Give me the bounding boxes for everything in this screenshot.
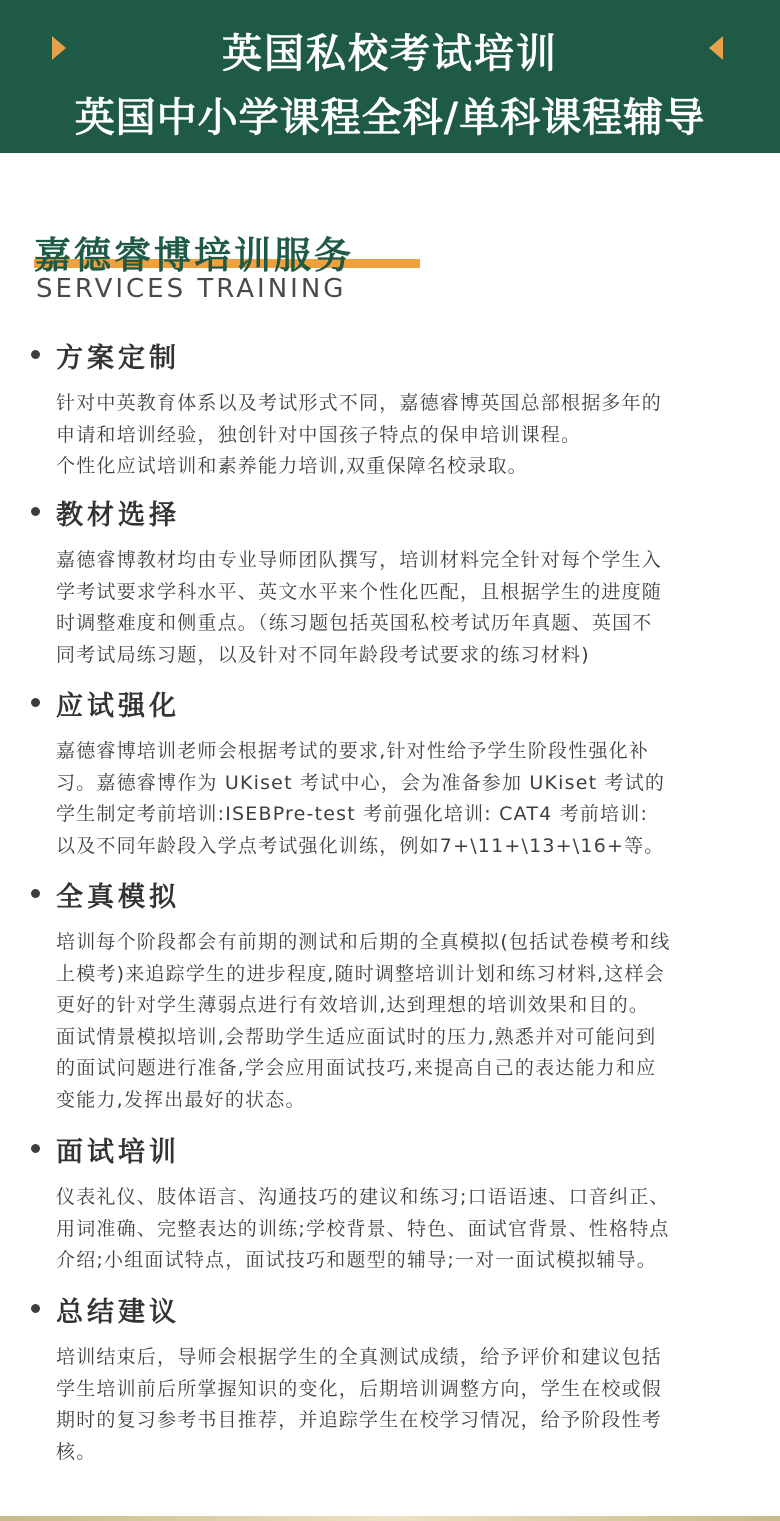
paragraph-line: 核。	[56, 1440, 97, 1463]
paragraph-line: 申请和培训经验，独创针对中国孩子特点的保申培训课程。	[56, 423, 582, 446]
section-title: 方案定制	[56, 343, 180, 374]
paragraph-line: 以及不同年龄段入学点考试强化训练，例如7+\11+\13+\16+等。	[56, 834, 665, 857]
paragraph-line: 培训每个阶段都会有前期的测试和后期的全真模拟(包括试卷模考和线	[56, 931, 671, 953]
paragraph-line: 介绍;小组面试特点，面试技巧和题型的辅导;一对一面试模拟辅导。	[56, 1249, 658, 1271]
bullet-icon	[31, 1144, 40, 1153]
paragraph-line: 培训结束后，导师会根据学生的全真测试成绩，给予评价和建议包括	[56, 1346, 663, 1368]
section-title: 全真模拟	[56, 882, 180, 913]
paragraph-line: 上模考)来追踪学生的进步程度,随时调整培训计划和练习材料,这样会	[56, 962, 665, 985]
paragraph-line: 学生制定考前培训:ISEBPre-test 考前强化培训: CAT4 考前培训:	[56, 803, 649, 825]
section-materials	[0, 493, 780, 671]
bullet-icon	[31, 507, 40, 516]
paragraph-line: 用词准确、完整表达的训练;学校背景、特色、面试官背景、性格特点	[56, 1217, 670, 1240]
section-interview-training	[0, 1130, 780, 1277]
section-summary-advice	[0, 1290, 780, 1468]
paragraph-line: 针对中英教育体系以及考试形式不同，嘉德睿博英国总部根据多年的	[56, 392, 663, 414]
services-subtitle: SERVICES TRAINING	[36, 274, 347, 304]
paragraph-line: 嘉德睿博培训老师会根据考试的要求,针对性给予学生阶段性强化补	[56, 740, 650, 762]
paragraph-line: 变能力,发挥出最好的状态。	[56, 1088, 306, 1111]
services-title: 嘉德睿博培训服务	[34, 234, 354, 277]
services-heading	[34, 225, 434, 275]
paragraph-line: 期时的复习参考书目推荐，并追踪学生在校学习情况，给予阶段性考	[56, 1409, 663, 1431]
section-plan-customization	[0, 336, 780, 483]
paragraph-line: 同考试局练习题，以及针对不同年龄段考试要求的练习材料)	[56, 643, 590, 666]
bullet-icon	[31, 889, 40, 898]
paragraph-line: 学生培训前后所掌握知识的变化，后期培训调整方向，学生在校或假	[56, 1377, 663, 1400]
paragraph-line: 时调整难度和侧重点。（练习题包括英国私校考试历年真题、英国不	[56, 612, 653, 634]
section-full-simulation	[0, 875, 780, 1116]
paragraph-line: 学考试要求学科水平、英文水平来个性化匹配，且根据学生的进度随	[56, 580, 663, 603]
footer-divider	[0, 1516, 780, 1521]
paragraph-line: 嘉德睿博教材均由专业导师团队撰写，培训材料完全针对每个学生入	[56, 549, 663, 571]
paragraph-line: 更好的针对学生薄弱点进行有效培训,达到理想的培训效果和目的。	[56, 994, 650, 1016]
top-banner	[0, 0, 780, 153]
paragraph-line: 个性化应试培训和素养能力培训,双重保障名校录取。	[56, 455, 528, 477]
section-title: 面试培训	[56, 1137, 180, 1168]
paragraph-line: 面试情景模拟培训,会帮助学生适应面试时的压力,熟悉并对可能问到	[56, 1025, 657, 1048]
bullet-icon	[31, 350, 40, 359]
section-exam-intensive	[0, 684, 780, 862]
bullet-icon	[31, 698, 40, 707]
paragraph-line: 的面试问题进行准备,学会应用面试技巧,来提高自己的表达能力和应	[56, 1057, 657, 1079]
section-title: 教材选择	[56, 500, 180, 531]
section-title: 应试强化	[56, 691, 180, 722]
banner-subtitle: 英国中小学课程全科/单科课程辅导	[74, 95, 706, 141]
paragraph-line: 习。嘉德睿博作为 UKiset 考试中心，会为准备参加 UKiset 考试的	[56, 771, 666, 794]
section-title: 总结建议	[56, 1297, 180, 1328]
bullet-icon	[31, 1304, 40, 1313]
paragraph-line: 仪表礼仪、肢体语言、沟通技巧的建议和练习;口语语速、口音纠正、	[56, 1186, 670, 1208]
banner-title: 英国私校考试培训	[222, 31, 558, 77]
